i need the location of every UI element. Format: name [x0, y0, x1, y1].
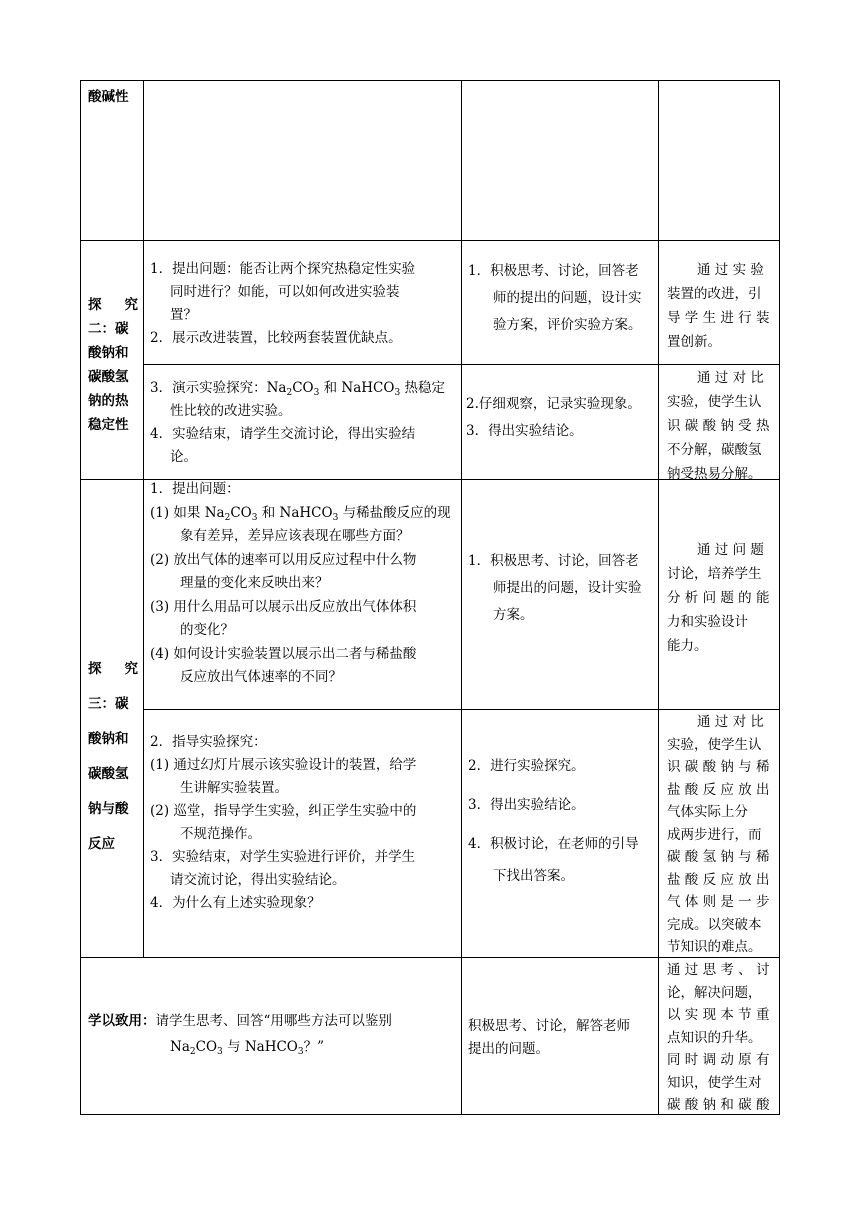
text-line: 同时进行？如能，可以如何改进实验装: [170, 284, 400, 300]
section-label-line: 探 究: [88, 297, 138, 313]
text-line: 1．积极思考、讨论，回答老: [468, 263, 639, 279]
text-line: 置创新。: [667, 334, 721, 350]
section-label-line: 反应: [88, 836, 115, 852]
section-label-line: 三：碳: [88, 696, 129, 712]
student-activity: [466, 391, 656, 445]
text-line: (1) 如果 $Na_2CO_3$ 和 NaHCO$_3$ 与稀盐酸反应的现: [150, 504, 451, 523]
text-line: 气 体 则 是 一 步: [667, 894, 770, 910]
text-line: 成两步进行，而: [667, 826, 762, 843]
text-line: 3．演示实验探究：$Na_2CO_3$ 和 NaHCO$_3$ 热稳定: [150, 380, 445, 398]
text-line: (2) 放出气体的速率可以用反应过程中什么物: [150, 551, 417, 568]
text-line: 3．得出实验结论。: [468, 797, 585, 813]
text-line: 象有差异，差异应该表现在哪些方面？: [180, 528, 410, 544]
text-line: 点知识的升华。: [667, 1029, 762, 1046]
text-line: 碳 酸 氢 钠 与 稀: [667, 849, 770, 865]
design-intent: [667, 959, 775, 1117]
text-line: 2．指导实验探究：: [150, 734, 267, 750]
table-line: [80, 80, 780, 81]
table-line: [143, 80, 144, 957]
section-label: [88, 293, 138, 437]
text-line: 盐 酸 反 应 放 出: [667, 781, 770, 798]
section-label-line: 酸钠和: [88, 731, 129, 747]
text-line: 能力。: [667, 638, 708, 654]
text-line: 论，解决问题，: [667, 984, 762, 1001]
text-line: 4．实验结束，请学生交流讨论，得出实验结: [150, 426, 416, 442]
text-line: 知识，使学生对: [667, 1074, 762, 1091]
table-line: [779, 80, 780, 1115]
text-line: 验方案，评价实验方案。: [493, 317, 642, 333]
text-line: (1) 通过幻灯片展示该实验设计的装置，给学: [150, 757, 417, 773]
table-line: [461, 80, 462, 1115]
section-label: [88, 86, 140, 109]
teacher-activity: [150, 731, 455, 915]
text-line: 节知识的难点。: [667, 939, 762, 955]
text-line: 1．积极思考、讨论，回答老: [468, 553, 639, 569]
text-line: 性比较的改进实验。: [170, 403, 292, 419]
student-activity: [468, 753, 656, 889]
text-line: 识 碳 酸 钠 受 热: [667, 418, 770, 434]
section-label-line: 钠的热: [88, 393, 129, 409]
text-line: 通 过 对 比: [697, 714, 764, 730]
student-activity: [468, 1015, 656, 1061]
text-line: 下找出答案。: [493, 868, 574, 884]
table-line: [80, 80, 81, 1115]
text-line: 同 时 调 动 原 有: [667, 1052, 770, 1068]
text-line: 盐 酸 反 应 放 出: [667, 871, 770, 888]
text-line: 讨论，培养学生: [667, 566, 762, 582]
text-line: 钠受热易分解。: [667, 466, 762, 482]
text-line: 2．进行实验探究。: [468, 758, 585, 774]
text-line: 不规范操作。: [180, 826, 261, 842]
design-intent: [667, 538, 775, 658]
text-line: 4．积极讨论，在老师的引导: [468, 836, 639, 852]
text-line: 学以致用：请学生思考、回答“用哪些方法可以鉴别: [88, 1013, 392, 1029]
text-line: 生讲解实验装置。: [180, 780, 288, 796]
text-line: 通 过 对 比: [697, 370, 764, 386]
text-line: 通 过 思 考 、 讨: [667, 962, 770, 978]
text-line: 碳 酸 钠 和 碳 酸: [667, 1097, 770, 1113]
text-line: (3) 用什么用品可以展示出反应放出气体体积: [150, 598, 417, 615]
design-intent: [667, 711, 775, 959]
section-label-line: 碳酸氢: [88, 766, 129, 782]
teacher-activity: [150, 377, 455, 469]
text-line: 通 过 问 题: [697, 542, 764, 558]
text-line: 实验，使学生认: [667, 394, 762, 410]
application-prompt: [88, 1008, 458, 1060]
text-line: 分 析 问 题 的 能: [667, 590, 770, 606]
text-line: 1．提出问题：: [150, 481, 240, 497]
text-line: 3．得出实验结论。: [466, 423, 583, 439]
text-line: 2.仔细观察，记录实验现象。: [466, 396, 641, 412]
text-line: (2) 巡堂，指导学生实验，纠正学生实验中的: [150, 803, 417, 819]
table-line: [80, 240, 780, 241]
text-line: 请交流讨论，得出实验结论。: [170, 872, 346, 888]
application-heading: 学以致用：: [88, 1013, 156, 1029]
text-line: 识 碳 酸 钠 与 稀: [667, 759, 770, 775]
table-line: [658, 80, 659, 1115]
text-line: 实验，使学生认: [667, 736, 762, 753]
text-line: 的变化？: [180, 622, 234, 638]
text-line: 积极思考、讨论，解答老师: [468, 1018, 630, 1034]
text-line: 通 过 实 验: [697, 262, 764, 278]
text-line: 导 学 生 进 行 装: [667, 310, 770, 326]
text-line: 装置的改进，引: [667, 286, 762, 302]
student-activity: [468, 258, 656, 339]
text-line: 反应放出气体速率的不同？: [180, 669, 342, 685]
text-line: 2．展示改进装置，比较两套装置优缺点。: [150, 330, 402, 346]
text-line: 论。: [170, 449, 197, 465]
design-intent: [667, 258, 775, 354]
design-intent: [667, 366, 775, 486]
text-line: 方案。: [493, 607, 534, 623]
section-label-line: 探 究: [88, 661, 138, 677]
text-line: 师的提出的问题，设计实: [493, 290, 642, 306]
section-label-line: 酸钠和: [88, 345, 129, 361]
text-line: 1．提出问题：能否让两个探究热稳定性实验: [150, 261, 416, 277]
text-line: 力和实验设计: [667, 614, 748, 630]
text-line: $Na_2CO_3$ 与 NaHCO$_3$？”: [170, 1039, 325, 1057]
text-line: 4．为什么有上述实验现象？: [150, 895, 321, 911]
section-label-line: 二：碳: [88, 321, 129, 337]
section-label-line: 碳酸氢: [88, 369, 129, 385]
text-line: 完成。以突破本: [667, 916, 762, 933]
text-line: 师提出的问题，设计实验: [493, 580, 642, 596]
text-line: 理量的变化来反映出来？: [180, 575, 329, 591]
text-line: 3．实验结束，对学生实验进行评价，并学生: [150, 849, 416, 865]
text-line: 气体实际上分: [667, 804, 748, 820]
text-line: 以 实 现 本 节 重: [667, 1007, 770, 1023]
text-line: 不分解，碳酸氢: [667, 442, 762, 458]
teacher-activity: [150, 478, 455, 690]
student-activity: [468, 548, 656, 629]
text-line: 置？: [170, 307, 197, 323]
text-line: 提出的问题。: [468, 1041, 549, 1057]
section-label-line: 稳定性: [88, 417, 129, 433]
section-label: [88, 652, 138, 862]
text-line: (4) 如何设计实验装置以展示出二者与稀盐酸: [150, 645, 417, 662]
section-label-text: 酸碱性: [88, 89, 129, 105]
teacher-activity: [150, 258, 455, 350]
section-label-line: 钠与酸: [88, 801, 129, 817]
